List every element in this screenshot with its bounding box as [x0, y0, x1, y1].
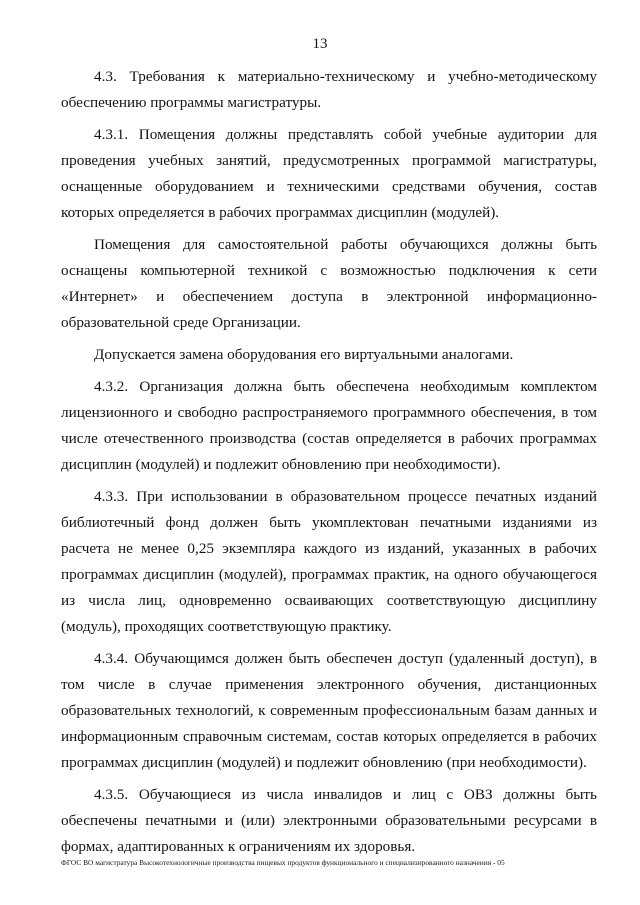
paragraph-4-3-2: 4.3.2. Организация должна быть обеспечена необходимым комплектом лицензионного и свободно распространяемого программного обеспечения, в том числе отечественного производства (состав определяется в рабочих программах дисциплин (модулей) и подлежит обновлению при необходимости). — [61, 378, 597, 473]
paragraph-4-3-1: 4.3.1. Помещения должны представлять собой учебные аудитории для проведения учебных занятий, предусмотренных программой магистратуры, оснащенные оборудованием и техническими средствами обучения, состав которых определяется в рабочих программах дисциплин (модулей). — [61, 126, 597, 221]
paragraph-4-3-4: 4.3.4. Обучающимся должен быть обеспечен доступ (удаленный доступ), в том числе в случае применения электронного обучения, дистанционных образовательных технологий, к современным профессиональным базам данных и информационным справочным системам, состав которых определяется в рабочих программах дисциплин (модулей) и подлежит обновлению (при необходимости). — [61, 650, 597, 771]
paragraph-self-study-rooms: Помещения для самостоятельной работы обучающихся должны быть оснащены компьютерной техникой с возможностью подключения к сети «Интернет» и обеспечением доступа в электронной информационно-образовательной среде Организации. — [61, 236, 597, 331]
paragraph-4-3: 4.3. Требования к материально-техническому и учебно-методическому обеспечению программы магистратуры. — [61, 68, 597, 111]
document-body — [61, 64, 597, 866]
paragraph-4-3-5: 4.3.5. Обучающиеся из числа инвалидов и лиц с ОВЗ должны быть обеспечены печатными и (или) электронными образовательными ресурсами в формах, адаптированных к ограничениям их здоровья. — [61, 786, 597, 855]
page-number: 13 — [312, 36, 328, 52]
paragraph-4-3-3: 4.3.3. При использовании в образовательном процессе печатных изданий библиотечный фонд должен быть укомплектован печатными изданиями из расчета не менее 0,25 экземпляра каждого из изданий, указанных в рабочих программах дисциплин (модулей), программах практик, на одного обучающегося из числа лиц, одновременно осваивающих соответствующую дисциплину (модуль), проходящих соответствующую практику. — [61, 488, 597, 635]
page-footer: ФГОС ВО магистратура Высокотехнологичные производства пищевых продуктов функционального и специализированного назначения - 05 — [61, 858, 505, 867]
paragraph-virtual-analogs: Допускается замена оборудования его виртуальными аналогами. — [94, 346, 514, 363]
